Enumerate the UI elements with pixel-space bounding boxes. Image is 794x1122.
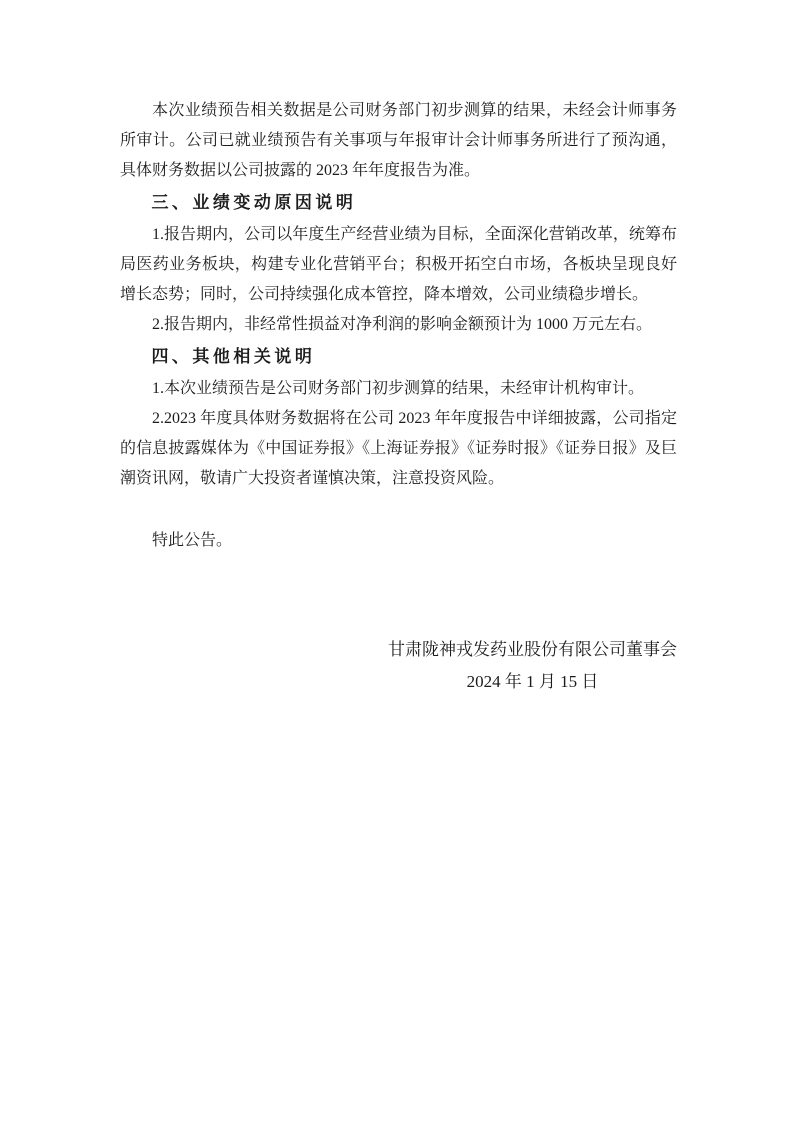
paragraph-reason-item-2: 2.报告期内，非经常性损益对净利润的影响金额预计为 1000 万元左右。 [152, 316, 653, 333]
signature-block [120, 634, 677, 698]
signature-inner [388, 634, 677, 698]
closing-statement: 特此公告。 [152, 532, 233, 549]
paragraph-other-item-2: 2.2023 年度具体财务数据将在公司 2023 年年度报告中详细披露，公司指定的信息披露媒体为《中国证券报》《上海证券报》《证券时报》《证券日报》及巨潮资讯网，敬请广大投资者谨慎决策，注意投资风险。 [120, 410, 677, 487]
signature-date: 2024 年 1 月 15 日 [466, 672, 599, 691]
signature-company: 甘肃陇神戎发药业股份有限公司董事会 [388, 640, 677, 659]
section-heading-other-notes: 四、其他相关说明 [151, 347, 316, 366]
paragraph-reason-item-1: 1.报告期内，公司以年度生产经营业绩为目标，全面深化营销改革，统筹布局医药业务板块，构建专业化营销平台；积极开拓空白市场，各板块呈现良好增长态势；同时，公司持续强化成本管控，降本增效，公司业绩稳步增长。 [120, 226, 677, 303]
section-heading-performance-change-reasons: 三、业绩变动原因说明 [151, 193, 357, 212]
paragraph-other-item-1: 1.本次业绩预告是公司财务部门初步测算的结果，未经审计机构审计。 [152, 380, 645, 397]
paragraph-audit-disclaimer: 本次业绩预告相关数据是公司财务部门初步测算的结果，未经会计师事务所审计。公司已就业绩预告有关事项与年报审计会计师事务所进行了预沟通，具体财务数据以公司披露的 2023 年年度报告为准。 [120, 102, 677, 179]
